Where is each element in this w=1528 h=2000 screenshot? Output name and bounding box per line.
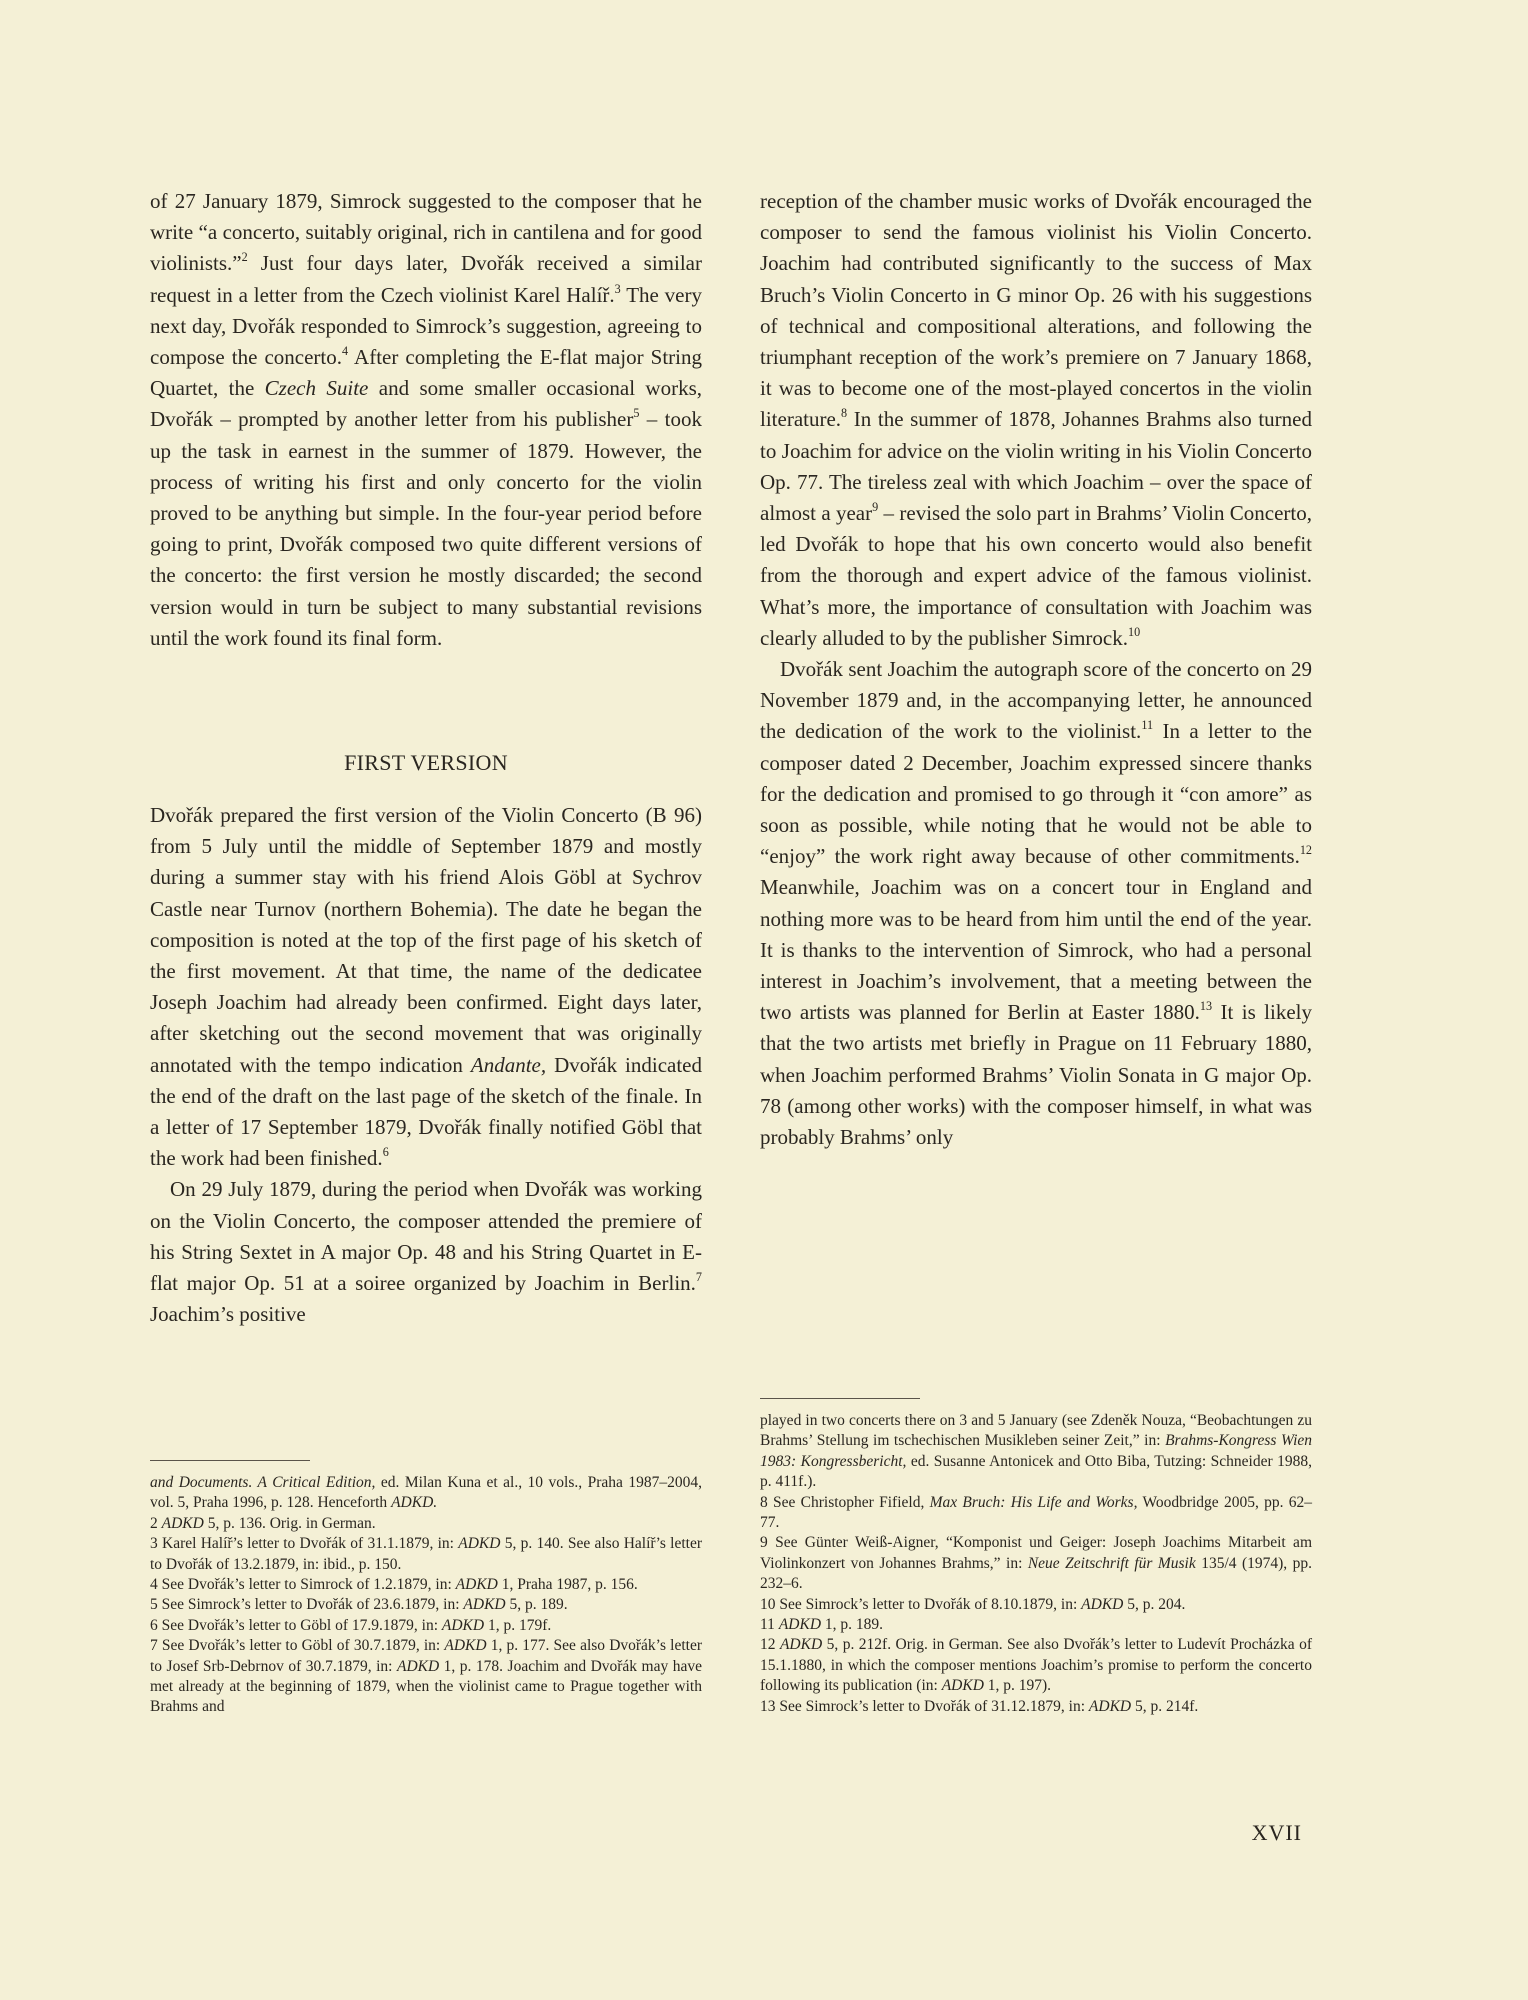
- footnote-ref: 2: [241, 250, 248, 265]
- footnote-ref: 7: [695, 1270, 702, 1285]
- text-run: 10 See Simrock’s letter to Dvořák of 8.10.1879, in:: [760, 1595, 1082, 1613]
- footnote-rule: [150, 1460, 310, 1461]
- section-heading: FIRST VERSION: [344, 750, 508, 776]
- text-run: 1, p. 178. Joachim and Dvořák may have met already at the beginning of 1879, when the violinist came to Prague together with Brahms and: [150, 1657, 702, 1716]
- paragraph: [150, 800, 702, 1174]
- text-run: Woodbridge 2005, pp. 62–77.: [760, 1493, 1312, 1532]
- footnote: [150, 1595, 702, 1615]
- footnote-rule: [760, 1398, 920, 1399]
- text-run: 5, p. 136. Orig. in German.: [203, 1514, 376, 1532]
- italic-text: Czech Suite: [264, 376, 369, 401]
- text-run: ed. Susanne Antonicek and Otto Biba, Tutzing: Schneider 1988, p. 411f.).: [760, 1452, 1312, 1491]
- text-run: of 27 January 1879, Simrock suggested to the composer that he write “a concerto, suitably original, rich in cantilena and for good violinists.”: [150, 189, 702, 276]
- text-run: Meanwhile, Joachim was on a concert tour in England and nothing more was to be heard from him until the end of the year. It is thanks to the intervention of Simrock, who had a personal interest in Joachim’s involvement, that a meeting between the two artists was planned for Berlin at Easter 1880.: [760, 875, 1312, 1025]
- footnotes-right: [760, 1398, 1312, 1717]
- footnote-list: [760, 1411, 1312, 1717]
- italic-text: ADKD: [941, 1677, 984, 1695]
- text-run: 1, p. 177. See also Dvořák’s letter to Josef Srb-Debrnov of 30.7.1879, in:: [150, 1637, 703, 1675]
- text-run: On 29 July 1879, during the period when Dvořák was working on the Violin Concerto, the composer attended the premiere of his String Sextet in A major Op. 48 and his String Quartet in E-flat major Op. 51 at a soiree organized by Joachim in Berlin.: [150, 1177, 702, 1296]
- text-run: 1, Praha 1987, p. 156.: [497, 1576, 638, 1594]
- text-run: It is likely that the two artists met briefly in Prague on 11 February 1880, when Joachim performed Brahms’ Violin Sonata in G major Op. 78 (among other works) with the composer himself, in what was probably Brahms’ only: [760, 1000, 1312, 1150]
- text-run: – took up the task in earnest in the summer of 1879. However, the process of writing his first and only concerto for the violin proved to be anything but simple. In the four-year period before going to print, Dvořák composed two quite different versions of the concerto: the first version he mostly discarded; the second version would in turn be subject to many substantial revisions until the work found its final form.: [150, 407, 702, 650]
- text-run: 5, p. 212f. Orig. in German. See also Dvořák’s letter to Ludevít Procházka of 15.1.1880, in which the composer mentions Joachim’s promise to perform the concerto following its publication (in:: [760, 1636, 1313, 1695]
- footnote: [760, 1533, 1312, 1594]
- paragraph: [150, 1174, 702, 1330]
- text-run: – revised the solo part in Brahms’ Violin Concerto, led Dvořák to hope that his own concerto would also benefit from the thorough and expert advice of the famous violinist. What’s more, the importance of consultation with Joachim was clearly alluded to by the publisher Simrock.: [760, 501, 1313, 650]
- text-run: 5, p. 189.: [505, 1596, 568, 1614]
- footnote: [760, 1697, 1312, 1717]
- text-run: played in two concerts there on 3 and 5 January (see Zdeněk Nouza, “Beobachtungen zu Brahms’ Stellung im tschechischen Musikleben seiner Zeit,” in:: [760, 1412, 1312, 1450]
- italic-text: Max Bruch: His Life and Works,: [929, 1493, 1138, 1511]
- footnote-ref: 12: [1299, 843, 1312, 858]
- footnote-ref: 6: [382, 1145, 389, 1160]
- text-run: 11: [760, 1616, 779, 1634]
- footnote-ref: 5: [633, 406, 640, 421]
- text-run: 7 See Dvořák’s letter to Göbl of 30.7.1879, in:: [150, 1637, 445, 1655]
- text-run: Dvořák indicated the end of the draft on the last page of the sketch of the finale. In a letter of 17 September 1879, Dvořák finally notified Göbl that the work had been finished.: [150, 1052, 702, 1171]
- footnote-ref: 8: [841, 406, 848, 421]
- text-run: 4 See Dvořák’s letter to Simrock of 1.2.1879, in:: [150, 1576, 456, 1594]
- italic-text: ADKD: [1081, 1595, 1124, 1613]
- footnote: [150, 1575, 702, 1595]
- paragraph: [760, 186, 1312, 654]
- text-run: In the summer of 1878, Johannes Brahms also turned to Joachim for advice on the violin writing in his Violin Concerto Op. 77. The tireless zeal with which Joachim – over the space of almost a year: [760, 407, 1312, 526]
- footnote: [760, 1635, 1312, 1696]
- footnote: [760, 1411, 1312, 1493]
- text-run: 5, p. 214f.: [1131, 1697, 1199, 1715]
- text-run: 5 See Simrock’s letter to Dvořák of 23.6.1879, in:: [150, 1596, 464, 1614]
- footnote-ref: 9: [872, 500, 879, 515]
- italic-text: ADKD: [455, 1576, 498, 1594]
- italic-text: ADKD: [1088, 1697, 1132, 1715]
- text-run: Dvořák prepared the first version of the Violin Concerto (B 96) from 5 July until the middle of September 1879 and mostly during a summer stay with his friend Alois Göbl at Sychrov Castle near Turnov (northern Bohemia). The date he began the composition is noted at the top of the first page of his sketch of the first movement. At that time, the name of the dedicatee Joseph Joachim had already been confirmed. Eight days later, after sketching out the second movement that was originally annotated with the tempo indication: [150, 803, 702, 1077]
- italic-text: ADKD: [458, 1535, 501, 1553]
- footnote-ref: 13: [1199, 999, 1213, 1014]
- italic-text: ADKD: [463, 1596, 506, 1614]
- footnote: [760, 1493, 1312, 1534]
- text-run: Dvořák sent Joachim the autograph score of the concerto on 29 November 1879 and, in the accompanying letter, he announced the dedication of the work to the violinist.: [760, 657, 1312, 744]
- footnote: [760, 1595, 1312, 1615]
- italic-text: Andante,: [470, 1052, 547, 1077]
- right-column: [760, 186, 1312, 1153]
- page-number: XVII: [1251, 1820, 1302, 1845]
- italic-text: and Documents. A Critical Edition,: [150, 1474, 376, 1491]
- text-run: 5, p. 140. See also Halíř’s letter to Dvořák of 13.2.1879, in: ibid., p. 150.: [150, 1535, 703, 1573]
- text-run: In a letter to the composer dated 2 December, Joachim expressed sincere thanks for the dedication and promised to go through it “con amore” as soon as possible, while noting that he would not be able to “enjoy” the work right away because of other commitments.: [760, 719, 1312, 869]
- italic-text: Brahms-Kongress Wien 1983: Kongressbericht,: [760, 1432, 1313, 1470]
- left-column: [150, 186, 702, 1331]
- footnote: [150, 1473, 702, 1514]
- italic-text: ADKD: [779, 1636, 823, 1654]
- italic-text: ADKD: [396, 1657, 440, 1675]
- text-run: 1, p. 179f.: [484, 1616, 552, 1634]
- footnote-list: [150, 1473, 702, 1718]
- text-run: 5, p. 204.: [1123, 1595, 1186, 1613]
- text-run: 1, p. 197).: [983, 1677, 1052, 1695]
- text-run: ed. Milan Kuna et al., 10 vols., Praha 1987–2004, vol. 5, Praha 1996, p. 128. Henceforth: [150, 1474, 702, 1512]
- text-run: 3 Karel Halíř’s letter to Dvořák of 31.1.1879, in:: [150, 1535, 459, 1553]
- italic-text: ADKD.: [391, 1494, 438, 1512]
- footnote: [150, 1514, 702, 1534]
- text-run: and some smaller occasional works, Dvořák – prompted by another letter from his publisher: [150, 376, 703, 432]
- footnotes-left: [150, 1460, 702, 1718]
- footnote: [150, 1534, 702, 1575]
- text-run: reception of the chamber music works of Dvořák encouraged the composer to send the famous violinist his Violin Concerto. Joachim had contributed significantly to the success of Max Bruch’s Violin Concerto in G minor Op. 26 with his suggestions of technical and compositional alterations, and following the triumphant reception of the work’s premiere on 7 January 1868, it was to become one of the most-played concertos in the violin literature.: [760, 189, 1312, 432]
- footnote-ref: 10: [1128, 625, 1141, 640]
- text-run: 8 See Christopher Fifield,: [760, 1493, 930, 1511]
- paragraph: [760, 654, 1312, 1153]
- italic-text: ADKD: [161, 1514, 204, 1532]
- text-run: 2: [150, 1514, 162, 1532]
- text-run: 12: [760, 1636, 780, 1654]
- footnote: [150, 1636, 702, 1718]
- footnote: [760, 1615, 1312, 1635]
- text-run: The very next day, Dvořák responded to Simrock’s suggestion, agreeing to compose the concerto.: [150, 282, 702, 370]
- italic-text: ADKD: [778, 1616, 822, 1634]
- italic-text: Neue Zeitschrift für Musik: [1027, 1554, 1196, 1572]
- footnote-ref: 3: [614, 281, 621, 296]
- footnote-ref: 4: [342, 344, 349, 359]
- text-run: 6 See Dvořák’s letter to Göbl of 17.9.1879, in:: [150, 1616, 442, 1634]
- text-run: 1, p. 189.: [821, 1616, 884, 1634]
- footnote: [150, 1616, 702, 1636]
- italic-text: ADKD: [441, 1616, 485, 1634]
- footnote-ref: 11: [1141, 718, 1154, 733]
- text-run: After completing the E-flat major String Quartet, the: [150, 345, 703, 401]
- text-run: 13 See Simrock’s letter to Dvořák of 31.12.1879, in:: [760, 1697, 1089, 1715]
- paragraph: [150, 186, 702, 654]
- italic-text: ADKD: [444, 1637, 487, 1655]
- text-run: 9 See Günter Weiß-Aigner, “Komponist und Geiger: Joseph Joachims Mitarbeit am Violinkonzert von Johannes Brahms,” in:: [760, 1534, 1312, 1572]
- text-run: Just four days later, Dvořák received a similar request in a letter from the Czech violinist Karel Halíř.: [150, 251, 702, 307]
- text-run: 135/4 (1974), pp. 232–6.: [760, 1554, 1312, 1593]
- text-run: Joachim’s positive: [150, 1302, 306, 1327]
